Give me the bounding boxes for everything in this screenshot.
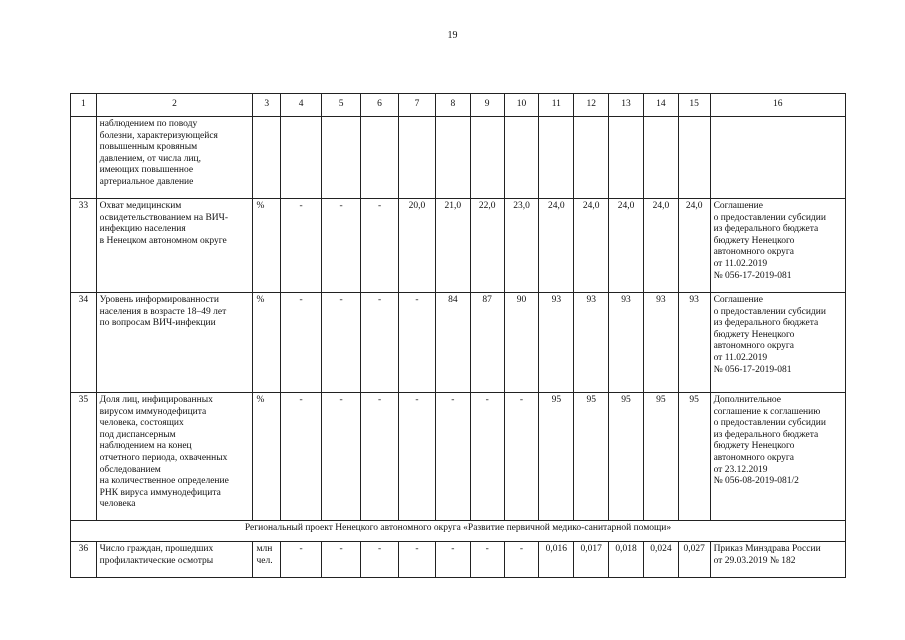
value-cell: 0,018 xyxy=(609,542,644,578)
value-cell: - xyxy=(399,542,436,578)
indicators-table xyxy=(70,93,846,578)
value-cell: - xyxy=(322,393,361,521)
row-number: 33 xyxy=(71,199,97,293)
column-header: 1 xyxy=(71,94,97,117)
column-header: 13 xyxy=(609,94,644,117)
value-cell: - xyxy=(361,293,399,393)
row-number: 34 xyxy=(71,293,97,393)
value-cell: 20,0 xyxy=(399,199,436,293)
value-cell: - xyxy=(435,393,470,521)
unit-cell: млн чел. xyxy=(253,542,281,578)
value-cell: - xyxy=(281,293,322,393)
cell xyxy=(678,117,710,199)
value-cell: 90 xyxy=(504,293,539,393)
cell xyxy=(539,117,574,199)
value-cell: 93 xyxy=(678,293,710,393)
value-cell: - xyxy=(361,393,399,521)
cell xyxy=(643,117,678,199)
column-header: 16 xyxy=(710,94,845,117)
unit-cell: % xyxy=(253,293,281,393)
value-cell: 0,016 xyxy=(539,542,574,578)
cell xyxy=(399,117,436,199)
cell xyxy=(281,117,322,199)
source-document: Соглашение о предоставлении субсидии из федерального бюджета бюджету Ненецкого автономного округа от 11.02.2019 № 056-17-2019-081 xyxy=(710,199,845,293)
value-cell: - xyxy=(470,393,504,521)
value-cell: 95 xyxy=(574,393,609,521)
column-header: 5 xyxy=(322,94,361,117)
unit-cell: % xyxy=(253,393,281,521)
value-cell: 24,0 xyxy=(678,199,710,293)
table-row xyxy=(71,393,846,521)
column-header: 10 xyxy=(504,94,539,117)
value-cell: 93 xyxy=(574,293,609,393)
value-cell: 87 xyxy=(470,293,504,393)
value-cell: - xyxy=(322,293,361,393)
indicator-name: Охват медицинским освидетельствованием на ВИЧ- инфекцию населения в Ненецком автономном округе xyxy=(96,199,253,293)
column-header: 15 xyxy=(678,94,710,117)
value-cell: 95 xyxy=(678,393,710,521)
row-number: 35 xyxy=(71,393,97,521)
value-cell: 95 xyxy=(643,393,678,521)
value-cell: 22,0 xyxy=(470,199,504,293)
cell xyxy=(710,117,845,199)
column-header: 7 xyxy=(399,94,436,117)
column-header: 3 xyxy=(253,94,281,117)
column-header: 9 xyxy=(470,94,504,117)
unit-cell: % xyxy=(253,199,281,293)
value-cell: 0,024 xyxy=(643,542,678,578)
value-cell: 24,0 xyxy=(609,199,644,293)
cell xyxy=(322,117,361,199)
value-cell: 95 xyxy=(609,393,644,521)
column-header: 6 xyxy=(361,94,399,117)
cell xyxy=(504,117,539,199)
source-document: Соглашение о предоставлении субсидии из федерального бюджета бюджету Ненецкого автономного округа от 11.02.2019 № 056-17-2019-081 xyxy=(710,293,845,393)
cell xyxy=(470,117,504,199)
value-cell: - xyxy=(281,199,322,293)
cell xyxy=(361,117,399,199)
cell xyxy=(574,117,609,199)
value-cell: - xyxy=(281,393,322,521)
value-cell: - xyxy=(504,542,539,578)
value-cell: - xyxy=(504,393,539,521)
value-cell: 0,027 xyxy=(678,542,710,578)
value-cell: - xyxy=(322,542,361,578)
value-cell: 23,0 xyxy=(504,199,539,293)
value-cell: - xyxy=(399,293,436,393)
cell xyxy=(609,117,644,199)
column-header: 14 xyxy=(643,94,678,117)
source-document: Дополнительное соглашение к соглашению о предоставлении субсидии из федерального бюджета бюджету Ненецкого автономного округа от 23.12.2019 № 056-08-2019-081/2 xyxy=(710,393,845,521)
column-header: 4 xyxy=(281,94,322,117)
value-cell: 24,0 xyxy=(574,199,609,293)
value-cell: 93 xyxy=(609,293,644,393)
value-cell: - xyxy=(361,199,399,293)
source-document: Приказ Минздрава России от 29.03.2019 № 182 xyxy=(710,542,845,578)
cell xyxy=(71,117,97,199)
table-row xyxy=(71,293,846,393)
column-header: 2 xyxy=(96,94,253,117)
header-row xyxy=(71,94,846,117)
indicator-name: Уровень информированности населения в возрасте 18–49 лет по вопросам ВИЧ-инфекции xyxy=(96,293,253,393)
column-header: 12 xyxy=(574,94,609,117)
value-cell: 93 xyxy=(539,293,574,393)
cell xyxy=(253,117,281,199)
value-cell: 24,0 xyxy=(539,199,574,293)
column-header: 11 xyxy=(539,94,574,117)
indicator-name: Число граждан, прошедших профилактические осмотры xyxy=(96,542,253,578)
page-number: 19 xyxy=(447,30,458,41)
indicator-name: Доля лиц, инфицированных вирусом иммунодефицита человека, состоящих под диспансерным наблюдением на конец отчетного периода, охваченных обследованием на количественное определение РНК вируса иммунодефицита человека xyxy=(96,393,253,521)
value-cell: - xyxy=(361,542,399,578)
value-cell: - xyxy=(435,542,470,578)
value-cell: 93 xyxy=(643,293,678,393)
value-cell: 24,0 xyxy=(643,199,678,293)
value-cell: - xyxy=(470,542,504,578)
value-cell: 0,017 xyxy=(574,542,609,578)
section-row xyxy=(71,521,846,542)
row-number: 36 xyxy=(71,542,97,578)
value-cell: 21,0 xyxy=(435,199,470,293)
section-title: Региональный проект Ненецкого автономного округа «Развитие первичной медико-санитарной помощи» xyxy=(71,521,846,542)
column-header: 8 xyxy=(435,94,470,117)
value-cell: - xyxy=(399,393,436,521)
value-cell: - xyxy=(281,542,322,578)
cell xyxy=(435,117,470,199)
table-row xyxy=(71,199,846,293)
indicator-name: наблюдением по поводу болезни, характеризующейся повышенным кровяным давлением, от числа лиц, имеющих повышенное артериальное давление xyxy=(96,117,253,199)
value-cell: - xyxy=(322,199,361,293)
value-cell: 95 xyxy=(539,393,574,521)
table-row xyxy=(71,542,846,578)
table-row-continued xyxy=(71,117,846,199)
value-cell: 84 xyxy=(435,293,470,393)
